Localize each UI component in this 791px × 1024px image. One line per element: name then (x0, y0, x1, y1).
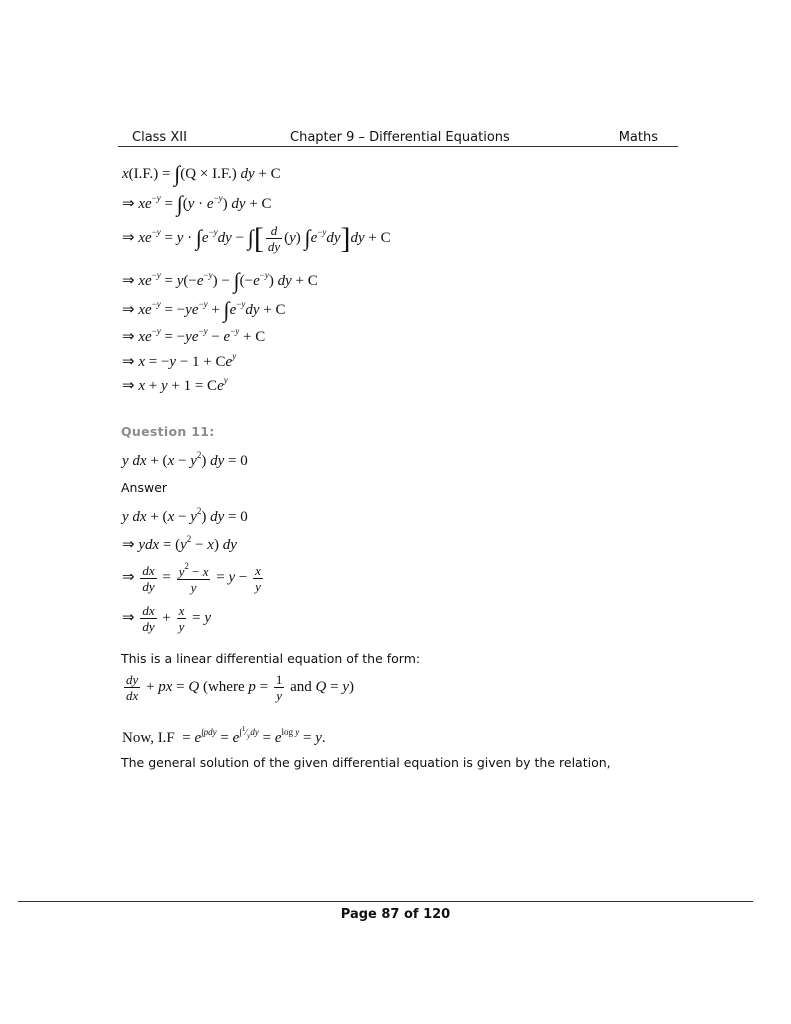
footer-divider (18, 901, 753, 902)
equation-line-6: ⇒ $xe^{-y} = -ye^{-y} - e^{-y} + C$ (122, 326, 266, 345)
answer-label: Answer (121, 480, 168, 495)
page-number: Page 87 of 120 (340, 907, 451, 922)
answer-line-4: ⇒ $\frac{dx}{dy}$ + $\frac{x}{y}$ = y (122, 603, 211, 634)
header-class: Class XII (132, 130, 187, 145)
question-title: Question 11: (121, 424, 215, 439)
integrating-factor-equation: Now, $I.F = e^{\int pdy} = e^{\int^1⁄_ydy} = e^{log y} = y$. (122, 724, 326, 746)
equation-line-7: ⇒ $x = -y - 1 + Ce^y$ (122, 351, 237, 370)
general-solution-note: The general solution of the given differential equation is given by the relation, (121, 755, 611, 770)
equation-line-2: ⇒ $xe^{-y} = \int(y \cdot e^{-y})$ dy + C (122, 191, 272, 216)
header-subject: Maths (618, 130, 658, 145)
answer-line-3: ⇒ $\frac{dx}{dy}$ = $\frac{y^2 - x}{y}$ = y − $\frac{x}{y}$ (122, 561, 261, 595)
linear-note: This is a linear differential equation of the form: (121, 651, 421, 666)
equation-line-1: x(I.F.) = ∫(Q × I.F.) dy + C (122, 161, 281, 186)
linear-form-equation: $\frac{dy}{dx}$ + px = Q (where p = $\frac{1}{y}$ and Q = y) (126, 672, 354, 703)
equation-line-8: ⇒ $x + y + 1 = Ce^y$ (122, 375, 228, 394)
equation-line-5: ⇒ $xe^{-y} = -ye^{-y} + \int e^{-y}dy + C$ (122, 297, 286, 322)
equation-line-3: ⇒ $xe^{-y} = y \cdot \int e^{-y}dy$ − ∫[ $\frac{d}{dy}$ (y) $\int e^{-y}dy]dy + C$ (122, 222, 391, 255)
header-chapter: Chapter 9 – Differential Equations (290, 130, 510, 145)
page-header (118, 128, 678, 147)
answer-line-2: ⇒ ydx = $(y^2 - x)$ dy (122, 534, 237, 553)
answer-line-1: y dx + $(x - y^2)$ dy = 0 (122, 506, 248, 525)
question-equation: y dx + $(x - y^2)$ dy = 0 (122, 450, 248, 469)
equation-line-4: ⇒ $xe^{-y} = y(-e^{-y}) - \int(-e^{-y})$ dy + C (122, 268, 318, 293)
